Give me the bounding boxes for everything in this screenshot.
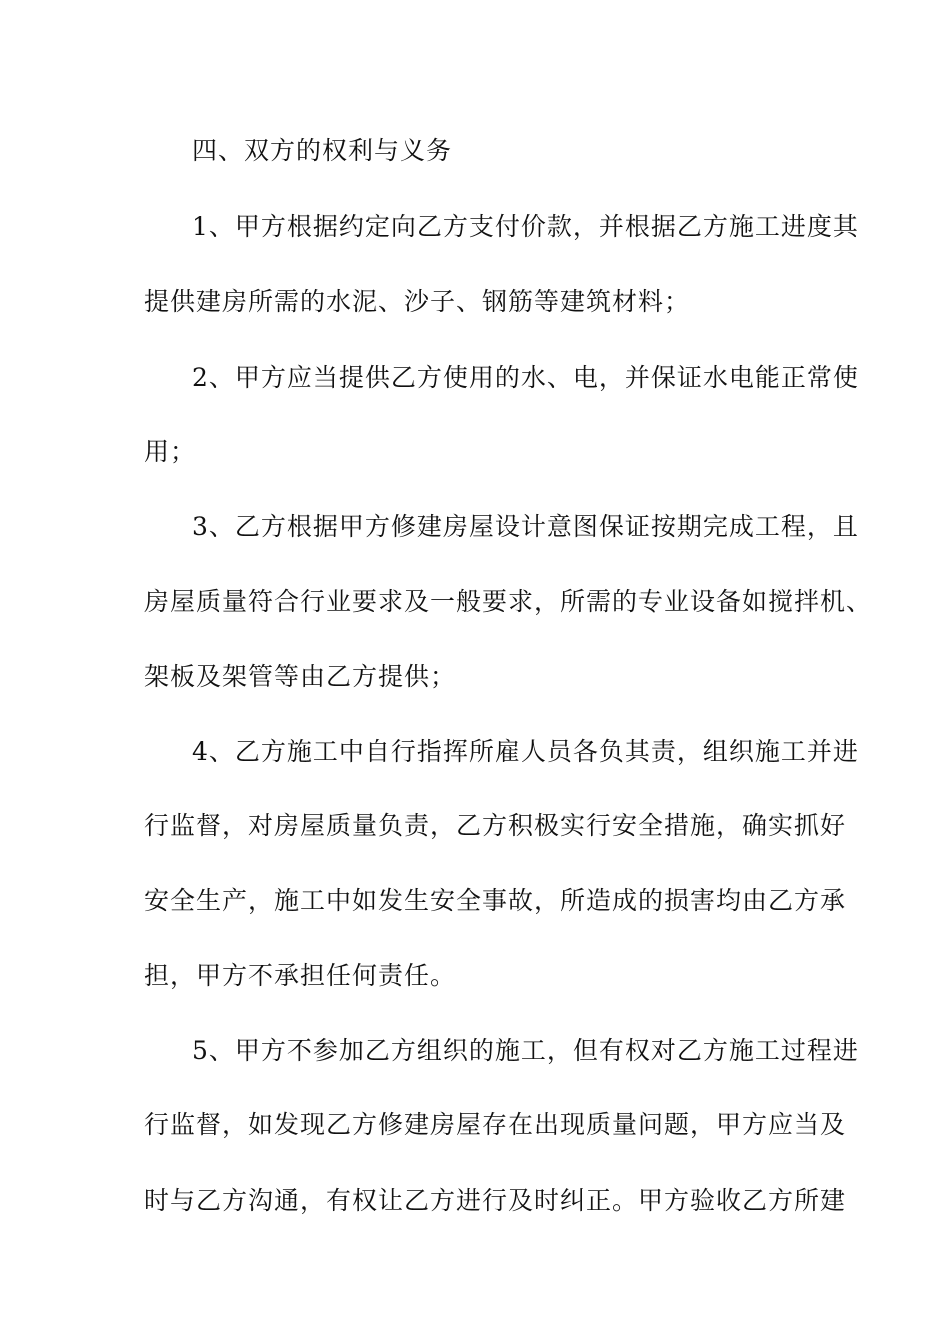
text-line: 行监督，对房屋质量负责，乙方积极实行安全措施，确实抓好 [144,811,847,840]
text-line: 担，甲方不承担任何责任。 [144,961,457,990]
text-line: 用； [144,437,197,466]
text-line: 时与乙方沟通，有权让乙方进行及时纠正。甲方验收乙方所建 [144,1186,847,1215]
section-heading: 四、双方的权利与义务 [192,136,453,165]
text-line: 架板及架管等由乙方提供； [144,662,457,691]
text-line: 4、乙方施工中自行指挥所雇人员各负其责，组织施工并进 [192,737,859,766]
text-line: 1、甲方根据约定向乙方支付价款，并根据乙方施工进度其 [192,212,859,241]
text-line: 5、甲方不参加乙方组织的施工，但有权对乙方施工过程进 [192,1036,859,1065]
text-line: 3、乙方根据甲方修建房屋设计意图保证按期完成工程，且 [192,512,859,541]
text-line: 安全生产，施工中如发生安全事故，所造成的损害均由乙方承 [144,886,847,915]
text-line: 房屋质量符合行业要求及一般要求，所需的专业设备如搅拌机、 [144,587,873,616]
text-line: 2、甲方应当提供乙方使用的水、电，并保证水电能正常使 [192,363,859,392]
text-line: 行监督，如发现乙方修建房屋存在出现质量问题，甲方应当及 [144,1110,847,1139]
text-line: 提供建房所需的水泥、沙子、钢筋等建筑材料； [144,287,691,316]
